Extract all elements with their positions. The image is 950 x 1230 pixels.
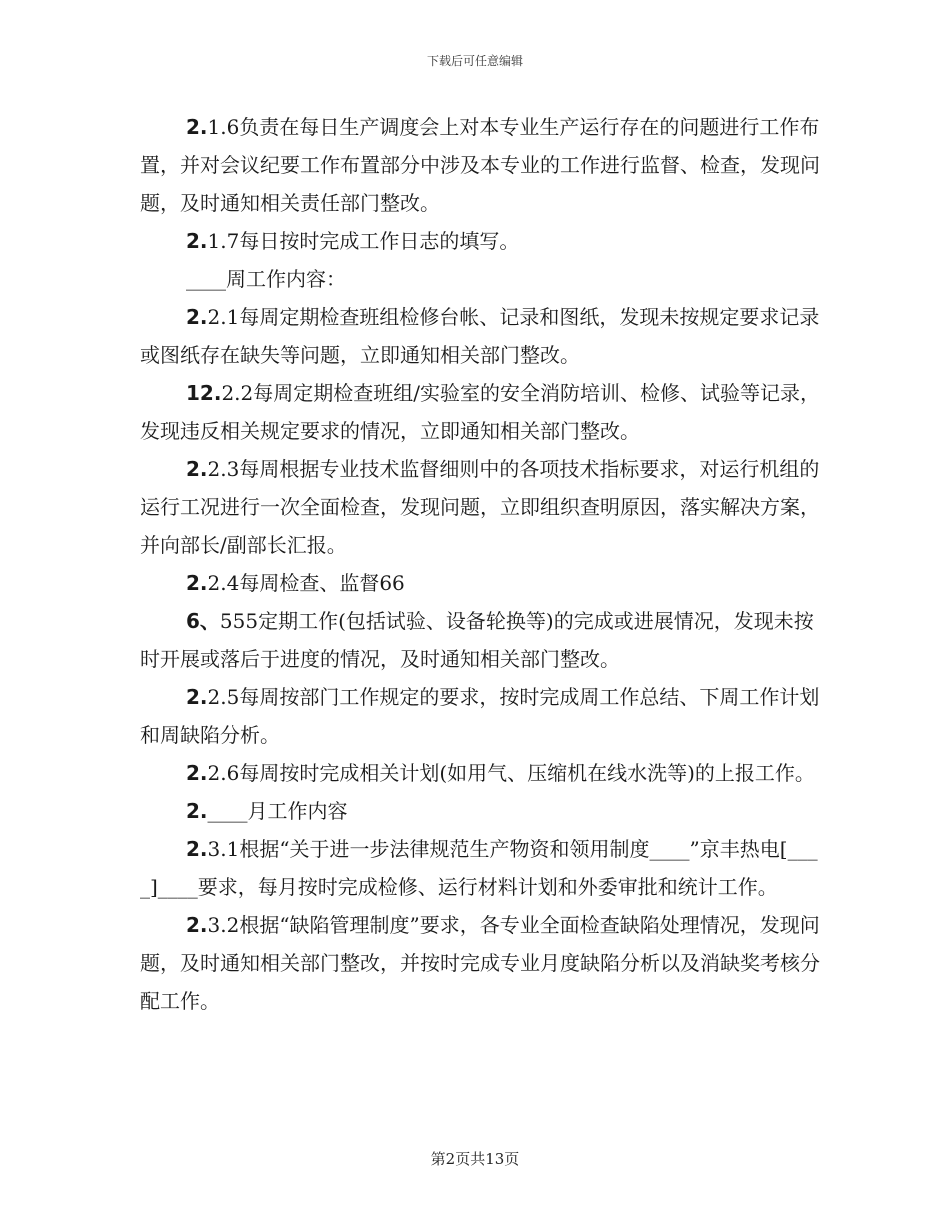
paragraph: [140, 222, 820, 260]
paragraph-text: 555定期工作(包括试验、设备轮换等)的完成或进展情况，发现未按时开展或落后于进度的情况，及时通知相关部门整改。: [140, 609, 814, 671]
paragraph-text: ____月工作内容: [207, 799, 348, 823]
section-number: 2.: [186, 837, 208, 861]
paragraph-text: 1.6负责在每日生产调度会上对本专业生产运行存在的问题进行工作布置，并对会议纪要工作布置部分中涉及本专业的工作进行监督、检查，发现问题，及时通知相关责任部门整改。: [140, 115, 820, 215]
page-header: 下载后可任意编辑: [426, 54, 523, 68]
section-number: 2.: [186, 685, 208, 709]
paragraph-text: 3.2根据“缺陷管理制度”要求，各专业全面检查缺陷处理情况，发现问题，及时通知相关部门整改，并按时完成专业月度缺陷分析以及消缺奖考核分配工作。: [140, 913, 820, 1013]
paragraph-text: 2.4每周检查、监督66: [207, 571, 405, 595]
section-number: 2.: [186, 571, 208, 595]
paragraph: [140, 564, 820, 602]
paragraph: [140, 830, 820, 906]
paragraph: [140, 108, 820, 222]
section-number: 2.: [186, 305, 208, 329]
paragraph: [140, 450, 820, 564]
section-number: 2.: [186, 115, 208, 139]
paragraph: [140, 754, 820, 792]
paragraph: [140, 374, 820, 450]
paragraph: [140, 602, 820, 678]
paragraph: [140, 906, 820, 1020]
paragraph-text: 1.7每日按时完成工作日志的填写。: [207, 229, 520, 253]
section-number: 2.: [186, 913, 208, 937]
section-number: 2.: [186, 229, 208, 253]
page-footer: 第2页共13页: [430, 1150, 520, 1168]
paragraph: [140, 678, 820, 754]
section-number: 2.: [186, 457, 208, 481]
paragraph: [140, 298, 820, 374]
section-number: 12.: [186, 381, 222, 405]
paragraph-text: 2.1每周定期检查班组检修台帐、记录和图纸，发现未按规定要求记录或图纸存在缺失等问题，立即通知相关部门整改。: [140, 305, 820, 367]
section-number: 2.: [186, 761, 208, 785]
paragraph-text: 2.3每周根据专业技术监督细则中的各项技术指标要求，对运行机组的运行工况进行一次全面检查，发现问题，立即组织查明原因，落实解决方案，并向部长/副部长汇报。: [140, 457, 820, 557]
paragraph-text: 2.2每周定期检查班组/实验室的安全消防培训、检修、试验等记录，发现违反相关规定要求的情况，立即通知相关部门整改。: [140, 381, 820, 443]
paragraph: [140, 260, 820, 298]
section-number: 2.: [186, 799, 208, 823]
paragraph: [140, 792, 820, 830]
paragraph-text: 3.1根据“关于进一步法律规范生产物资和领用制度____”京丰热电[____]____要求，每月按时完成检修、运行材料计划和外委审批和统计工作。: [140, 837, 818, 899]
document-body: [140, 108, 820, 1020]
paragraph-text: 2.6每周按时完成相关计划(如用气、压缩机在线水洗等)的上报工作。: [207, 761, 815, 785]
paragraph-text: ____周工作内容：: [186, 267, 346, 291]
paragraph-text: 2.5每周按部门工作规定的要求，按时完成周工作总结、下周工作计划和周缺陷分析。: [140, 685, 820, 747]
section-number: 6、: [186, 609, 220, 633]
